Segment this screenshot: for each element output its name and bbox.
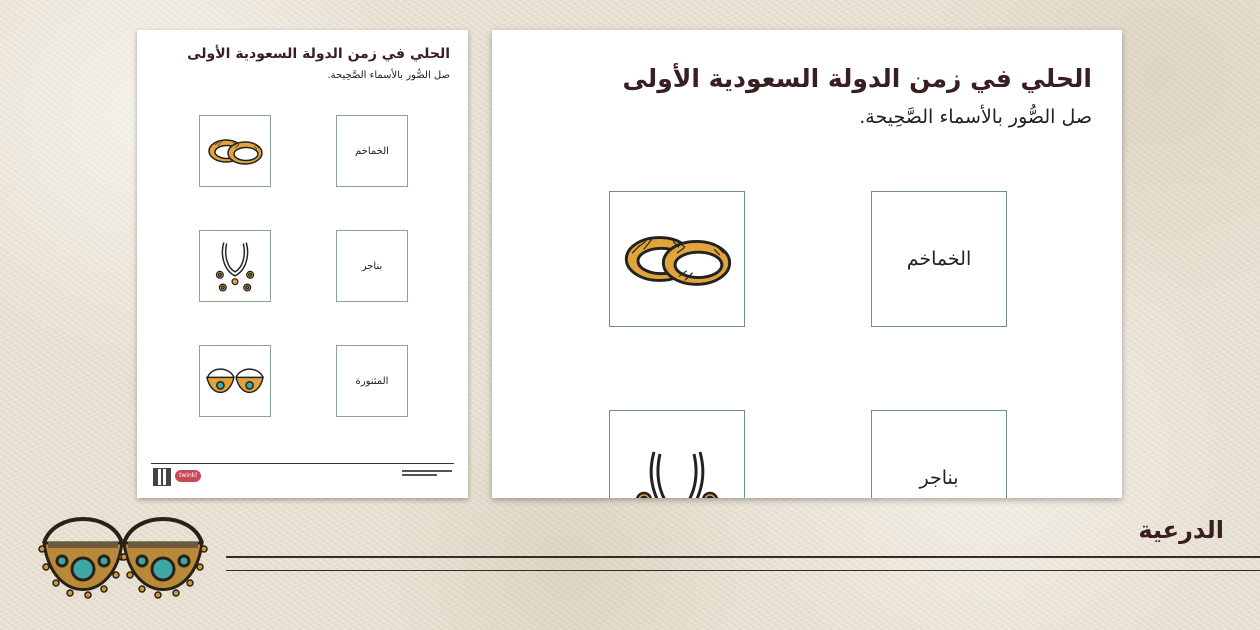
earrings-icon <box>38 505 208 605</box>
necklace-icon <box>632 440 722 498</box>
worksheet-thumbnail <box>137 30 468 498</box>
thumbnail-label-3: المثنورة <box>355 375 389 387</box>
thumbnail-image-box-earrings <box>199 345 271 417</box>
earrings-icon <box>204 362 266 400</box>
thumbnail-subtitle: صل الصُّور بالأسماء الصَّحِيحة. <box>327 70 450 81</box>
preview-label-box-2 <box>871 410 1007 498</box>
thumbnail-title: الحلي في زمن الدولة السعودية الأولى <box>187 46 450 62</box>
preview-subtitle: صل الصُّور بالأسماء الصَّحِيحة. <box>859 106 1092 128</box>
worksheet-preview <box>492 30 1122 498</box>
thumbnail-label-box-3 <box>336 345 408 417</box>
bangles-icon <box>204 131 266 171</box>
thumbnail-label-box-1 <box>336 115 408 187</box>
twinkl-logo-icon: twinkl <box>175 470 201 482</box>
footer-rule-bottom <box>226 570 1260 571</box>
thumbnail-label-2: بناجر <box>361 260 383 272</box>
thumbnail-footer-rule <box>151 463 454 464</box>
preview-label-2: بناجر <box>919 467 959 489</box>
footer-label: الدرعية <box>1138 516 1224 544</box>
preview-label-box-1 <box>871 191 1007 327</box>
preview-label-1: الخماخم <box>906 248 972 270</box>
necklace-icon <box>213 236 257 296</box>
thumbnail-footer-text <box>402 470 452 480</box>
footer-rule-top <box>226 556 1260 558</box>
thumbnail-label-box-2 <box>336 230 408 302</box>
thumbnail-label-1: الخماخم <box>355 145 389 157</box>
preview-image-box-necklace <box>609 410 745 498</box>
qr-code-icon <box>153 468 171 486</box>
bangles-icon <box>618 220 736 298</box>
preview-title: الحلي في زمن الدولة السعودية الأولى <box>622 64 1092 93</box>
thumbnail-image-box-bangles <box>199 115 271 187</box>
preview-image-box-bangles <box>609 191 745 327</box>
thumbnail-image-box-necklace <box>199 230 271 302</box>
